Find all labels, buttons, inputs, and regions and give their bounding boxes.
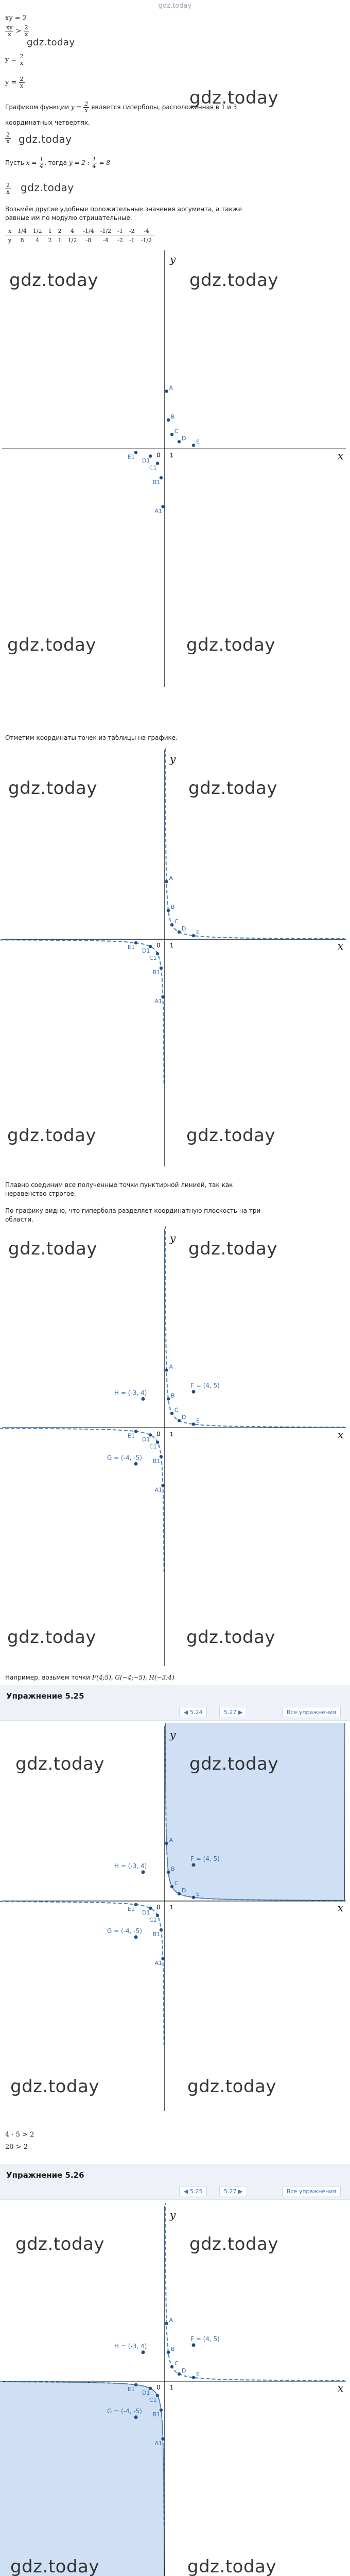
watermark: gdz.today — [7, 1627, 96, 1648]
table-cell: -1/2 — [97, 227, 114, 236]
watermark: gdz.today — [19, 133, 72, 145]
unit-label: 1 — [170, 1431, 173, 1438]
point-label-b1: B1 — [153, 1458, 161, 1465]
point-label-d: D — [182, 1414, 186, 1421]
point-label-c: C — [174, 918, 179, 925]
point-label-c1: C1 — [149, 2396, 157, 2403]
table-cell: -4 — [138, 227, 155, 236]
x-axis-label: x — [338, 1901, 344, 1914]
point-label-a1: A1 — [154, 507, 163, 515]
point-label-b1: B1 — [153, 1930, 161, 1938]
y-axis-label: y — [170, 1232, 176, 1244]
point-label-a: A — [169, 875, 173, 882]
point-label-a: A — [169, 1363, 173, 1370]
point-label-b: B — [171, 413, 175, 420]
point-label-e: E — [196, 929, 200, 936]
graph-points-svg — [0, 247, 350, 690]
y-axis-label: y — [170, 2209, 176, 2221]
table-cell: x — [5, 227, 14, 236]
watermark: gdz.today — [189, 1754, 278, 1774]
point-f — [192, 1390, 196, 1394]
point-label-d: D — [182, 435, 186, 442]
point-c — [170, 923, 173, 926]
next-exercise-button[interactable]: 5.27 ▶ — [219, 1707, 247, 1717]
table-cell: 1/2 — [30, 227, 45, 236]
paragraph-take-points: Например, возьмем точки F(4;5), G(−4;−5), H(−3;4) — [5, 1674, 174, 1681]
point-label-c1: C1 — [149, 464, 157, 471]
check-F: 4 · 5 > 2 — [5, 2131, 34, 2139]
point-label-a: A — [169, 384, 173, 392]
point-c — [170, 433, 173, 436]
table-cell: -8 — [85, 237, 92, 244]
point-label-f: F = (4, 5) — [190, 2335, 220, 2343]
table-cell: 2 — [55, 227, 65, 236]
point-g — [134, 1935, 138, 1939]
hyperbola-branch-q3 — [0, 940, 164, 1083]
graph-points — [0, 247, 350, 690]
graph-region-q3-svg — [0, 2203, 350, 2576]
table-cell: -1 — [114, 227, 126, 236]
unit-label: 1 — [170, 2384, 173, 2391]
watermark: gdz.today — [188, 778, 277, 799]
watermark: gdz.today — [186, 1125, 275, 1146]
point-f — [192, 1863, 196, 1867]
origin-label: 0 — [156, 451, 161, 459]
point-label-a: A — [169, 1836, 173, 1843]
table-cell: 4 — [36, 237, 40, 244]
watermark: gdz.today — [21, 181, 74, 194]
point-a — [165, 880, 168, 883]
origin-label: 0 — [156, 1430, 161, 1438]
watermark: gdz.today — [9, 270, 98, 291]
watermark: gdz.today — [8, 1239, 97, 1259]
hyperbola-branch-q1 — [165, 747, 345, 939]
point-h — [142, 1870, 145, 1874]
origin-label: 0 — [156, 942, 161, 950]
unit-label: 1 — [170, 1904, 173, 1911]
paragraph-mark-points: Отметим координаты точек из таблицы на графике. — [5, 734, 178, 741]
point-e — [192, 934, 195, 937]
table-cell: -1 — [129, 237, 135, 244]
point-e — [192, 1422, 195, 1426]
point-label-a1: A1 — [154, 1959, 163, 1967]
watermark: gdz.today — [15, 2234, 104, 2255]
hyperbola-branch-q1 — [165, 2203, 345, 2381]
point-b — [167, 1871, 170, 1874]
equation-step3: y = $\frac{2}{x}$ — [5, 53, 24, 67]
watermark: gdz.today — [27, 37, 75, 48]
paragraph-other-values: Возьмём другие удобные положительные значения аргумента, а также — [5, 206, 242, 213]
paragraph-connect: Плавно соединим все полученные точки пунктирной линией, так как — [5, 1181, 233, 1189]
equation-step4: y = $\frac{2}{x}$ — [5, 76, 24, 90]
unit-label: 1 — [170, 942, 173, 950]
point-label-b: B — [171, 2345, 175, 2352]
point-a — [165, 389, 168, 393]
point-label-e1: E1 — [128, 453, 135, 461]
point-b — [167, 909, 170, 912]
point-label-a1: A1 — [154, 2439, 163, 2447]
point-d — [178, 440, 181, 443]
point-label-h: H = (-3, 4) — [114, 1862, 147, 1870]
point-label-c: C — [174, 428, 179, 435]
all-exercises-link[interactable]: Все упражнения — [282, 2186, 341, 2196]
point-label-b: B — [171, 904, 175, 911]
table-cell: 1/4 — [14, 227, 30, 236]
table-row-x — [5, 227, 155, 236]
paragraph-other-values-2: равные им по модулю отрицательные. — [5, 214, 132, 222]
watermark: gdz.today — [15, 1754, 104, 1774]
point-label-c: C — [174, 2360, 179, 2367]
graph-region-q1 — [0, 1723, 350, 2114]
point-label-c: C — [174, 1879, 179, 1887]
point-label-g: G = (-4, -5) — [107, 1927, 142, 1935]
point-label-c1: C1 — [149, 955, 157, 962]
point-b — [167, 2351, 170, 2354]
point-d — [178, 1892, 181, 1895]
point-label-d: D — [182, 925, 186, 933]
table-cell: 2 — [48, 237, 52, 244]
paragraph-three-regions-2: области. — [5, 1216, 33, 1223]
paragraph-let-x: Пусть x = $\frac{1}{4}$ , тогда y = 2 : $\frac{1}{4}$ = 8 — [5, 156, 110, 170]
point-g — [134, 2415, 138, 2419]
point-label-e: E — [196, 2370, 200, 2378]
point-e — [192, 1896, 195, 1899]
point-label-d1: D1 — [142, 1909, 150, 1916]
point-label-c1: C1 — [149, 1916, 157, 1923]
point-label-e1: E1 — [128, 1432, 135, 1439]
point-label-h: H = (-3, 4) — [114, 1389, 147, 1397]
next-exercise-button[interactable]: 5.27 ▶ — [219, 2186, 247, 2196]
point-label-c1: C1 — [149, 1443, 157, 1450]
point-label-d1: D1 — [142, 1436, 150, 1443]
paragraph-hyperbola: Графиком функции y = $\frac{2}{x}$ является гиперболы, расположенная в 1 и 3 — [5, 100, 237, 114]
point-label-e1: E1 — [128, 2385, 135, 2393]
point-e — [192, 444, 195, 447]
point-label-f: F = (4, 5) — [190, 1855, 220, 1862]
point-label-d: D — [182, 2367, 186, 2374]
point-label-c: C — [174, 1406, 179, 1414]
equation-step2: $\frac{xy}{x}$ > $\frac{2}{x}$ — [6, 24, 28, 38]
watermark: gdz.today — [189, 88, 278, 108]
watermark: gdz.today — [187, 2076, 276, 2097]
graph-hyperbola-svg — [0, 747, 350, 1170]
point-label-d1: D1 — [142, 457, 150, 464]
prev-exercise-button[interactable]: ◀ 5.24 — [179, 1707, 207, 1717]
x-axis-label: x — [338, 2381, 344, 2394]
point-c — [170, 1412, 173, 1415]
watermark: gdz.today — [7, 1125, 96, 1146]
shaded-region-q1 — [165, 1723, 345, 1901]
prev-exercise-button[interactable]: ◀ 5.25 — [179, 2186, 207, 2196]
table-cell: -1/2 — [141, 237, 152, 244]
point-label-h: H = (-3, 4) — [114, 2342, 147, 2350]
point-label-g: G = (-4, -5) — [107, 1454, 142, 1462]
exercise-title: Упражнение 5.25 — [6, 1691, 84, 1701]
exercise-nav — [0, 1707, 350, 1717]
point-label-e: E — [196, 1890, 200, 1897]
table-cell: 8 — [20, 237, 24, 244]
point-e — [192, 2376, 195, 2379]
point-a — [165, 2322, 168, 2325]
table-cell: 1 — [58, 237, 62, 244]
point-b — [167, 1397, 170, 1400]
hyperbola-branch-q3 — [0, 1902, 164, 2045]
exercise-nav — [0, 2186, 350, 2196]
point-h — [142, 2350, 145, 2354]
point-label-d1: D1 — [142, 947, 150, 955]
watermark: gdz.today — [189, 2234, 278, 2255]
table-cell: -1/4 — [80, 227, 97, 236]
table-cell: -2 — [117, 237, 123, 244]
exercise-header — [0, 1685, 350, 1721]
table-row-y — [5, 236, 155, 245]
watermark: gdz.today — [10, 2076, 99, 2097]
paragraph-three-regions: По графику видно, что гипербола разделяет координатную плоскость на три — [5, 1207, 261, 1214]
graph-test-points — [0, 1226, 350, 1669]
table-cell: 1 — [45, 227, 55, 236]
equation-xy: xy = 2 — [5, 14, 27, 22]
origin-label: 0 — [156, 1903, 161, 1911]
paragraph-hyperbola-2: координатных четвертях. — [5, 119, 90, 126]
point-label-b: B — [171, 1392, 175, 1399]
watermark: gdz.today — [186, 1627, 275, 1648]
point-label-d: D — [182, 1887, 186, 1894]
y-axis-label: y — [170, 753, 176, 765]
table-cell: y — [8, 237, 12, 244]
paragraph-connect-2: неравенство строгое. — [5, 1190, 76, 1197]
point-label-e: E — [196, 1417, 200, 1425]
point-label-b1: B1 — [153, 2411, 161, 2418]
watermark: gdz.today — [188, 1239, 277, 1259]
origin-label: 0 — [156, 2383, 161, 2391]
equation-frac: $\frac{2}{x}$ — [6, 131, 10, 145]
point-label-a1: A1 — [154, 998, 163, 1005]
point-label-d1: D1 — [142, 2389, 150, 2396]
exercise-title: Упражнение 5.26 — [6, 2171, 84, 2180]
point-c — [170, 1885, 173, 1888]
point-label-e: E — [196, 438, 200, 446]
y-axis-label: y — [170, 1728, 176, 1741]
values-table — [5, 227, 155, 245]
y-axis-label: y — [170, 253, 176, 265]
point-c — [170, 2365, 173, 2368]
watermark: gdz.today — [186, 635, 275, 655]
point-label-b1: B1 — [153, 969, 161, 976]
watermark: gdz.today — [189, 270, 278, 291]
point-b — [167, 418, 170, 421]
point-a — [165, 1842, 168, 1845]
graph-region-q3 — [0, 2203, 350, 2576]
point-d — [178, 2372, 181, 2376]
point-label-b1: B1 — [153, 479, 161, 486]
check-F-result: 20 > 2 — [5, 2143, 28, 2151]
hyperbola-branch-q3 — [0, 1428, 164, 1572]
point-d — [178, 1419, 181, 1422]
equation-frac-2: $\frac{2}{x}$ — [6, 182, 10, 196]
point-label-e1: E1 — [128, 1905, 135, 1912]
graph-region-q1-svg — [0, 1723, 350, 2114]
point-label-a: A — [169, 2316, 173, 2324]
watermark: gdz.today — [10, 2556, 99, 2576]
watermark: gdz.today — [187, 2556, 276, 2576]
site-watermark-top: gdz.today — [158, 2, 192, 10]
table-cell: -2 — [126, 227, 138, 236]
x-axis-label: x — [338, 449, 344, 462]
watermark: gdz.today — [8, 778, 97, 799]
unit-label: 1 — [170, 452, 173, 459]
table-cell: -4 — [103, 237, 109, 244]
point-label-g: G = (-4, -5) — [107, 2407, 142, 2415]
point-label-a1: A1 — [154, 1486, 163, 1494]
point-label-f: F = (4, 5) — [190, 1382, 220, 1389]
graph-hyperbola — [0, 747, 350, 1170]
point-h — [142, 1397, 145, 1401]
watermark: gdz.today — [7, 635, 96, 655]
point-d — [178, 930, 181, 934]
x-axis-label: x — [338, 940, 344, 953]
point-label-e1: E1 — [128, 944, 135, 951]
x-axis-label: x — [338, 1428, 344, 1441]
point-label-b: B — [171, 1865, 175, 1872]
point-f — [192, 2343, 196, 2347]
exercise-header — [0, 2164, 350, 2200]
graph-test-points-svg — [0, 1226, 350, 1669]
table-cell: 1/2 — [67, 237, 77, 244]
table-cell: 4 — [65, 227, 80, 236]
point-g — [134, 1462, 138, 1466]
point-a — [165, 1368, 168, 1371]
all-exercises-link[interactable]: Все упражнения — [282, 1707, 341, 1717]
